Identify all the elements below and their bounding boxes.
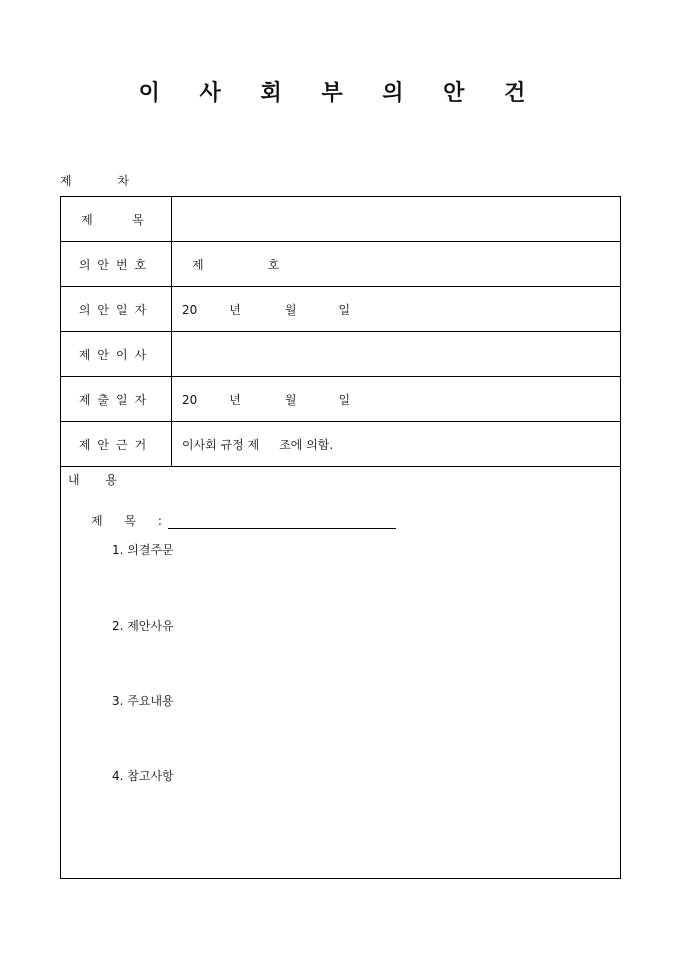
basis-prefix: 이사회 규정 제 — [182, 437, 260, 452]
basis-row — [61, 422, 621, 467]
agenda-number-suffix: 호 — [267, 257, 280, 272]
meeting-order-label: 제 차 — [60, 174, 129, 188]
agenda-date-label: 의안일자 — [61, 287, 172, 332]
agenda-number-prefix: 제 — [192, 257, 204, 272]
agenda-date-year-unit: 년 — [229, 302, 241, 317]
section-reason: 2. 제안사유 — [112, 619, 174, 633]
submit-date-year-unit: 년 — [229, 392, 241, 407]
agenda-date-year: 20 — [182, 302, 198, 317]
content-subject-line[interactable] — [168, 514, 396, 529]
submit-date-row — [61, 377, 621, 422]
content-subject-label: 제 목 : — [91, 514, 162, 528]
content-area[interactable] — [61, 467, 621, 879]
agenda-date-day-unit: 일 — [338, 302, 351, 317]
agenda-date-row — [61, 287, 621, 332]
section-resolution: 1. 의결주문 — [112, 543, 174, 557]
submit-date-month-unit: 월 — [284, 392, 297, 407]
section-reference: 4. 참고사항 — [112, 769, 174, 783]
agenda-date-value[interactable] — [172, 287, 621, 332]
proposer-row — [61, 332, 621, 377]
submit-date-value[interactable] — [172, 377, 621, 422]
submit-date-year: 20 — [182, 392, 198, 407]
basis-value[interactable] — [172, 422, 621, 467]
subject-label-text: 제 목 — [81, 212, 151, 227]
agenda-number-row — [61, 242, 621, 287]
basis-suffix: 조에 의함. — [279, 437, 334, 452]
submit-date-day-unit: 일 — [338, 392, 351, 407]
agenda-number-label: 의안번호 — [61, 242, 172, 287]
section-main-content: 3. 주요내용 — [112, 694, 174, 708]
submit-date-label: 제출일자 — [61, 377, 172, 422]
subject-row — [61, 197, 621, 242]
agenda-number-value[interactable] — [172, 242, 621, 287]
content-label: 내 용 — [68, 473, 117, 487]
content-subject-row — [91, 512, 396, 529]
proposer-label: 제안이사 — [61, 332, 172, 377]
document-title: 이 사 회 부 의 안 건 — [138, 80, 542, 106]
agenda-date-month-unit: 월 — [284, 302, 297, 317]
subject-value[interactable] — [172, 197, 621, 242]
content-row — [61, 467, 621, 879]
agenda-table — [60, 196, 621, 879]
proposer-value[interactable] — [172, 332, 621, 377]
basis-label: 제안근거 — [61, 422, 172, 467]
subject-label — [61, 197, 172, 242]
